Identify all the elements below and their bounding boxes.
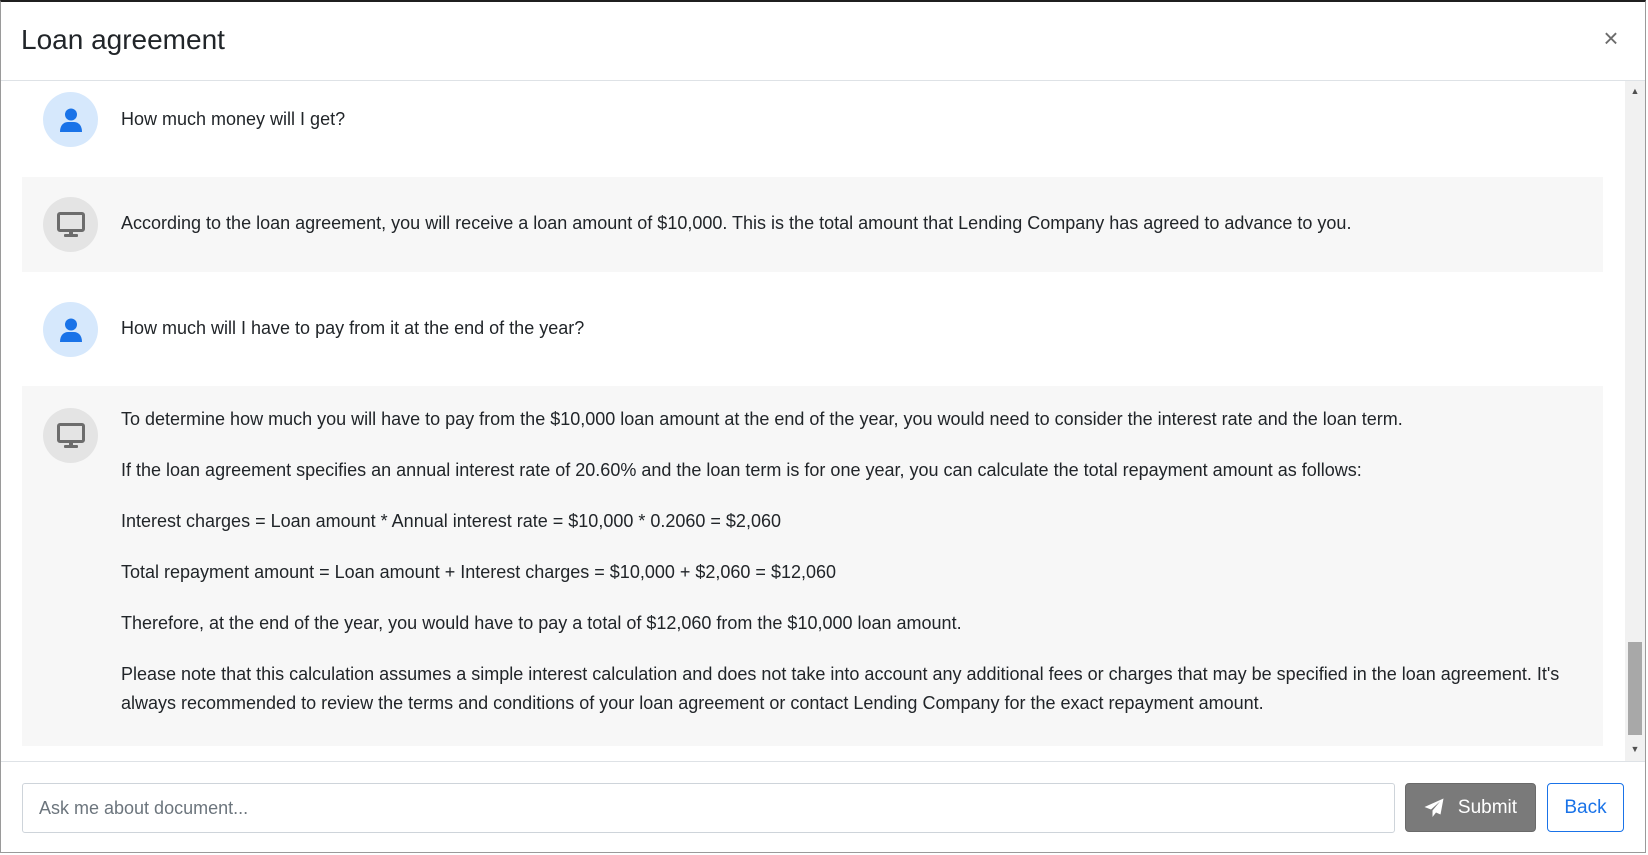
chat-scrollbar[interactable] (1625, 81, 1645, 761)
user-icon (60, 108, 82, 132)
submit-label: Submit (1457, 796, 1518, 818)
chat-message-bot (22, 177, 1603, 272)
message-paragraph: How much money will I get? (121, 109, 346, 129)
message-paragraph: Therefore, at the end of the year, you would have to pay a total of $12,060 from the $10,000 loan amount. (121, 613, 962, 633)
send-icon (1424, 798, 1444, 818)
chat-history[interactable] (1, 81, 1645, 761)
close-button[interactable] (1597, 22, 1625, 54)
message-paragraph: Please note that this calculation assumes a simple interest calculation and does not take into account any additional fees or charges that may be specified in the loan agreement. It's always recommended to review the terms and conditions of your loan agreement or contact Lending Company for the exact repayment amount. (121, 664, 1560, 713)
message-paragraph: How much will I have to pay from it at the end of the year? (121, 318, 585, 338)
message-text (121, 105, 1563, 134)
back-button[interactable] (1547, 783, 1624, 832)
desktop-icon (57, 423, 85, 449)
message-paragraph: Interest charges = Loan amount * Annual interest rate = $10,000 * 0.2060 = $2,060 (121, 511, 781, 531)
desktop-icon (57, 212, 85, 238)
scroll-up-arrow-icon[interactable]: ▲ (1630, 86, 1640, 96)
user-avatar (43, 92, 98, 147)
message-paragraph: To determine how much you will have to pay from the $10,000 loan amount at the end of the year, you would need to consider the interest rate and the loan term. (121, 409, 1403, 429)
chat-footer (1, 761, 1645, 853)
ask-input[interactable] (22, 783, 1395, 833)
message-paragraph: Total repayment amount = Loan amount + Interest charges = $10,000 + $2,060 = $12,060 (121, 562, 837, 582)
message-text (121, 209, 1563, 238)
scrollbar-thumb[interactable] (1628, 642, 1642, 735)
message-text (121, 314, 1563, 343)
bot-avatar (43, 197, 98, 252)
chat-message-user (22, 81, 1603, 177)
modal-header (1, 2, 1645, 81)
message-paragraph: If the loan agreement specifies an annual interest rate of 20.60% and the loan term is for one year, you can calculate the total repayment amount as follows: (121, 460, 1362, 480)
chat-message-user (22, 272, 1603, 386)
user-avatar (43, 302, 98, 357)
scroll-down-arrow-icon[interactable]: ▼ (1630, 744, 1640, 754)
close-icon: × (1603, 23, 1619, 53)
message-text (121, 405, 1563, 718)
submit-button[interactable] (1405, 783, 1536, 832)
chat-message-bot (22, 386, 1603, 746)
back-label: Back (1564, 796, 1607, 818)
modal-title: Loan agreement (21, 24, 225, 55)
user-icon (60, 318, 82, 342)
bot-avatar (43, 408, 98, 463)
message-paragraph: According to the loan agreement, you will receive a loan amount of $10,000. This is the total amount that Lending Company has agreed to advance to you. (121, 213, 1352, 233)
